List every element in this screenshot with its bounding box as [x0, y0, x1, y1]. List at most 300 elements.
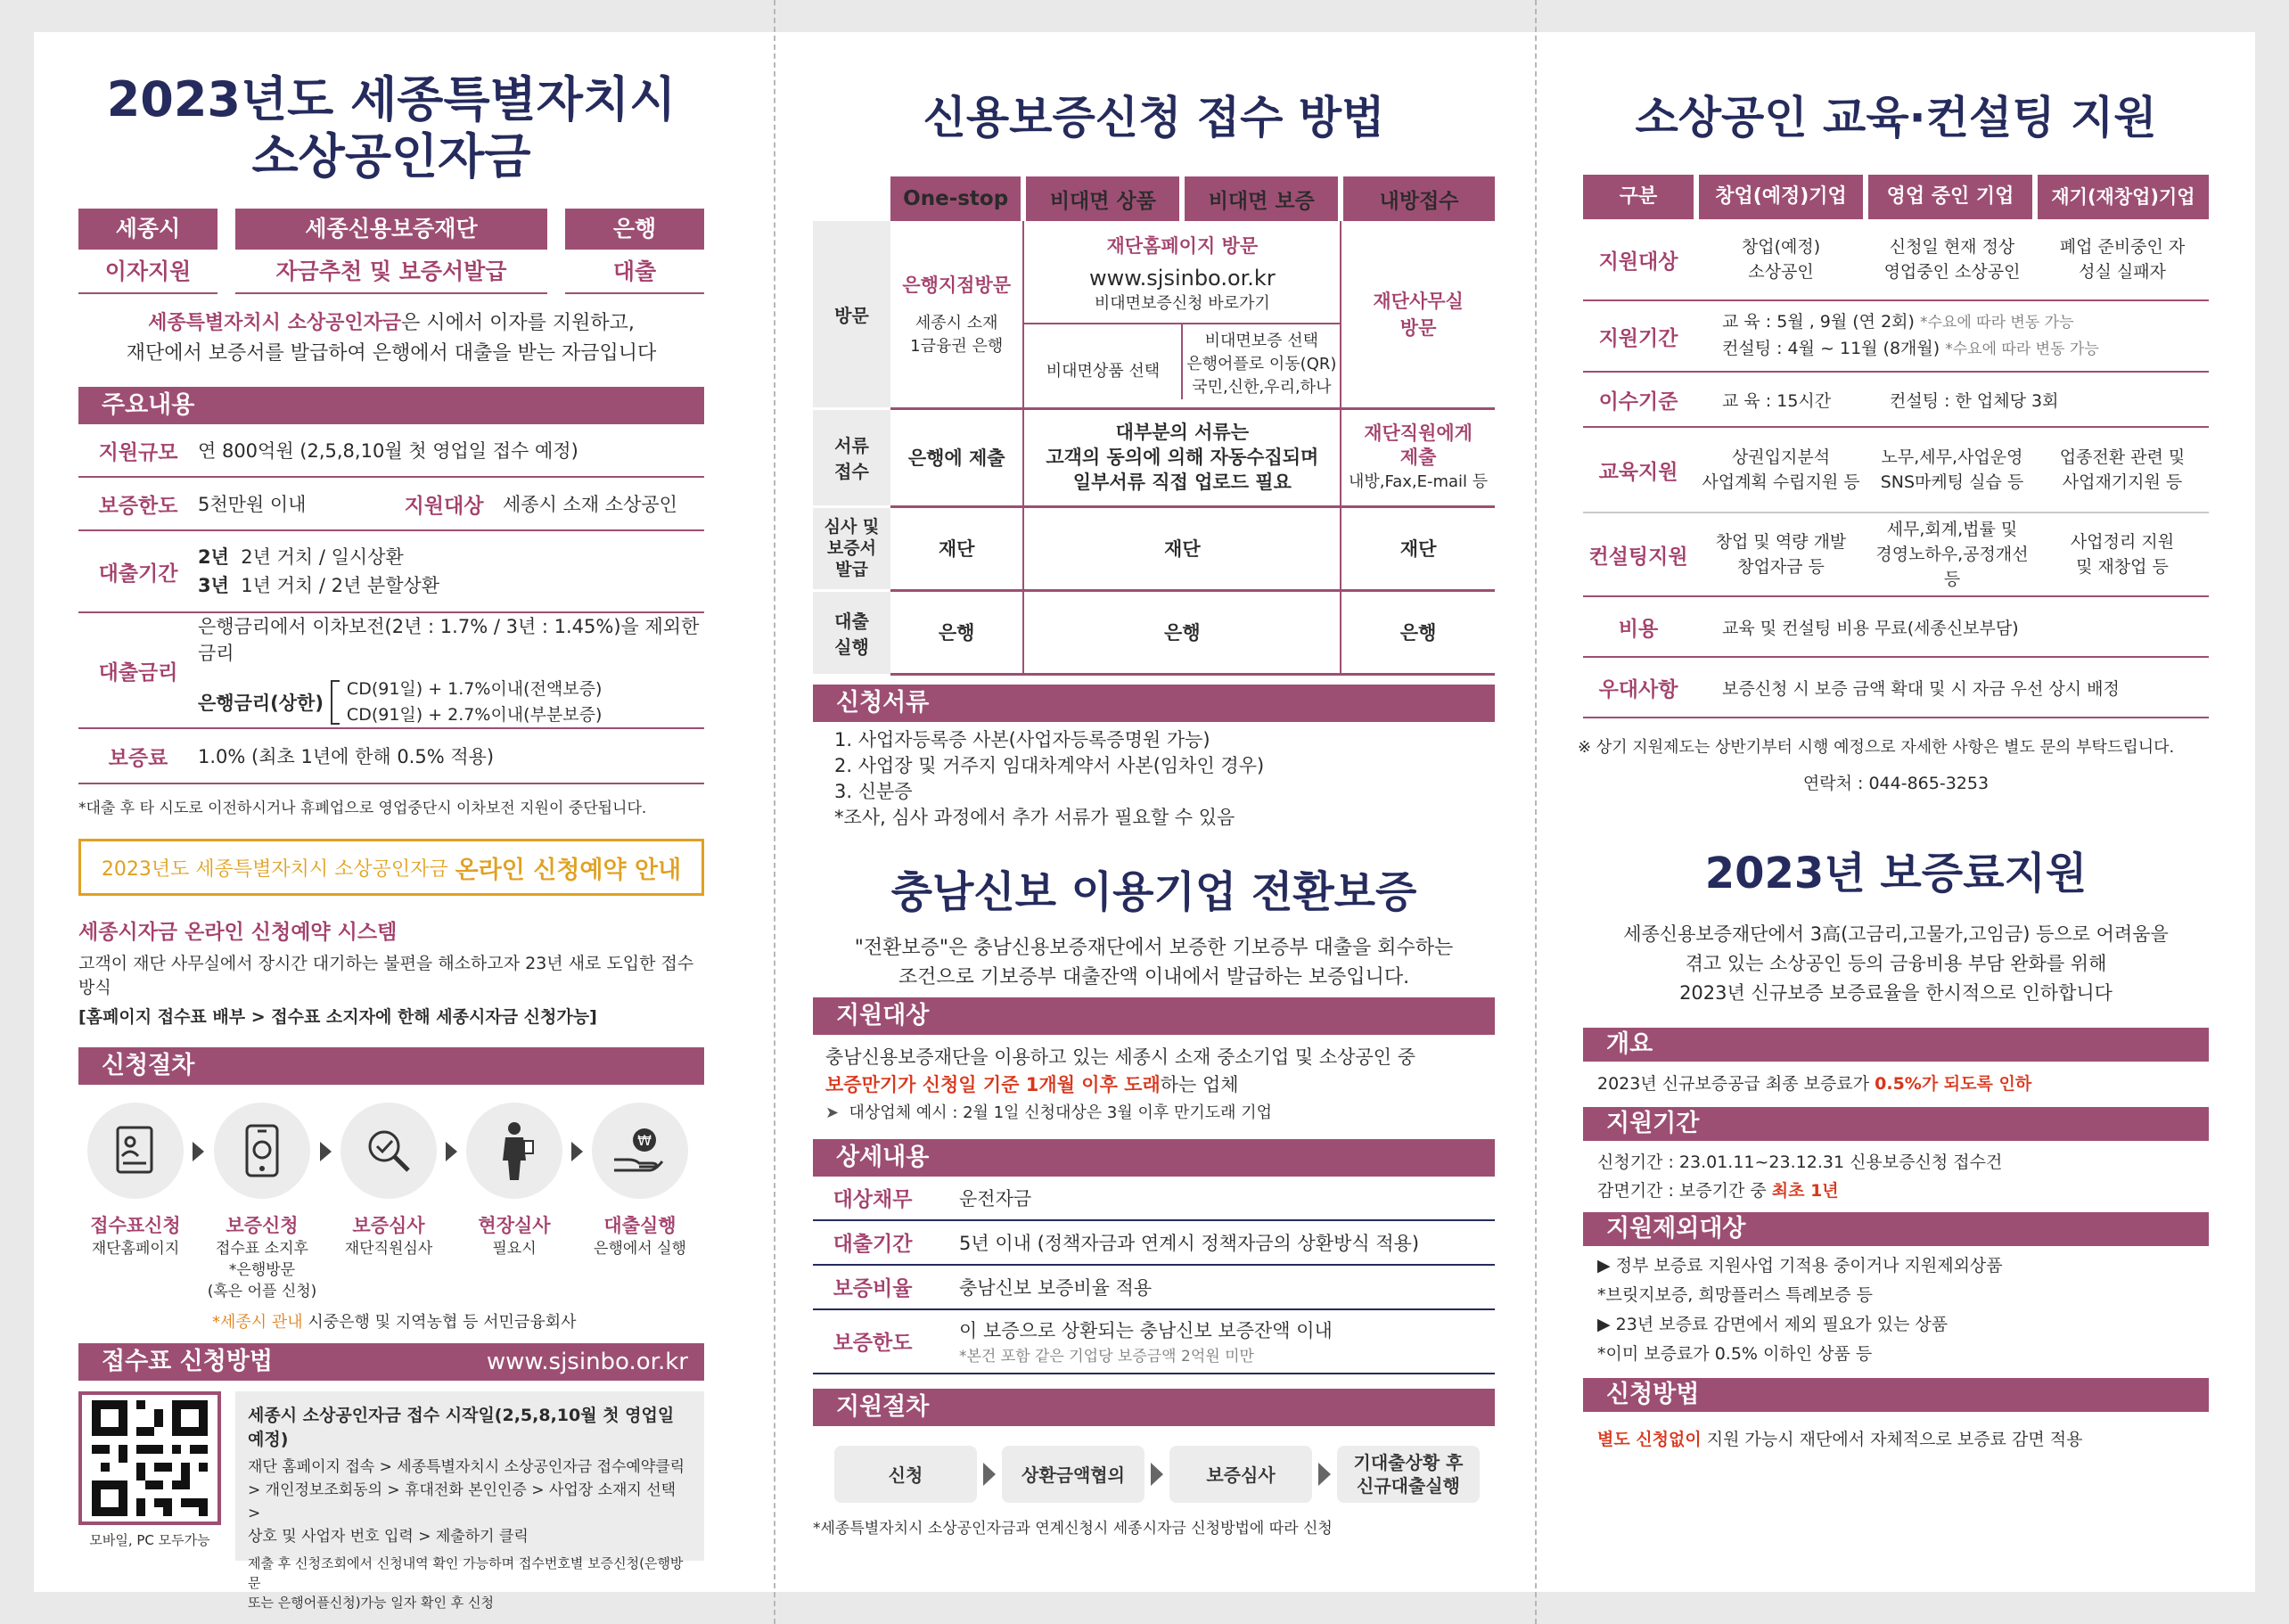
proc-step: 상환금액협의	[1002, 1446, 1144, 1503]
intro-text	[78, 308, 704, 369]
receipt-method-table	[813, 176, 1495, 676]
period-highlight: 최초 1년	[1771, 1181, 1839, 1201]
online-title: 온라인 신청예약 안내	[455, 856, 682, 884]
middle-panel	[813, 32, 1495, 1592]
target-line	[825, 1071, 1495, 1099]
list-item: *조사, 심사 과정에서 추가 서류가 필요할 수 있음	[834, 806, 1235, 828]
role-bank	[565, 209, 704, 294]
cell-line: 사업정리 지원	[2070, 532, 2175, 552]
split-cell	[1024, 323, 1340, 399]
cell-line: 및 재창업 등	[2076, 557, 2169, 577]
qr-code[interactable]	[78, 1391, 221, 1525]
fold-line	[1535, 0, 1537, 1624]
arrow-right-icon	[1151, 1463, 1163, 1486]
cell-line: 고객의 동의에 의해 자동수집되며	[1046, 447, 1319, 468]
cell-line	[1722, 309, 2099, 336]
cell-text: 세종시 소재	[915, 314, 998, 333]
period-line: 신청기간 : 23.01.11~23.12.31 신용보증신청 접수건	[1597, 1152, 2003, 1172]
column-header: 영업 중인 기업	[1868, 175, 2032, 219]
row-limit	[78, 478, 704, 531]
row-label: 보증비율	[833, 1277, 913, 1300]
step-sub: 은행에서 실행	[594, 1240, 686, 1258]
row-label: 보증한도	[833, 1332, 913, 1355]
overview-text	[1583, 1070, 2209, 1095]
step-title: 현장실사	[478, 1215, 551, 1236]
fee-desc	[1583, 920, 2209, 1008]
cell-text: 교육 및 컨설팅 비용 무료(세종신보부담)	[1722, 618, 2019, 638]
table-cell	[1341, 221, 1495, 408]
section-header-proc	[813, 1389, 1495, 1426]
method-text	[1583, 1426, 2209, 1450]
ticket-steps	[248, 1456, 692, 1548]
cell-group	[1868, 234, 2036, 284]
row-label-line: 서류	[834, 435, 869, 456]
row-label-line: 보증서	[826, 538, 876, 558]
proc-note: *세종특별자치시 소상공인자금과 연계신청시 세종시자금 신청방법에 따라 신청	[813, 1519, 1333, 1538]
cell-line: 경영노하우,공정개선 등	[1875, 545, 2029, 589]
cell-line	[1722, 336, 2099, 363]
step-title: 보증신청	[226, 1215, 299, 1236]
cell-text: 컨설팅 : 한 업체당 3회	[1890, 390, 2059, 411]
step-item	[457, 1103, 571, 1259]
section-header-main	[78, 387, 704, 424]
period-edu: 교 육 : 5월 , 9월 (연 2회)	[1722, 312, 1915, 332]
ticket-note-line: 제출 후 신청조회에서 신청내역 확인 가능하며 접수번호별 보증신청(은행방문	[248, 1555, 684, 1591]
edu-row	[1583, 513, 2209, 597]
ticket-title: 세종시 소상공인자금 접수 시작일(2,5,8,10월 첫 영업일 예정)	[248, 1406, 675, 1449]
magnify-check-icon	[340, 1103, 437, 1199]
section-title: 상세내용	[836, 1143, 930, 1171]
cell-line: 노무,세무,사업운영	[1881, 447, 2023, 467]
row-value: 5천만원 이내	[198, 494, 307, 515]
row-label-line: 실행	[834, 636, 869, 658]
system-rule: [홈페이지 접수표 배부 > 접수표 소지자에 한해 세종시자금 신청가능]	[78, 1007, 597, 1027]
ticket-step: 재단 홈페이지 접속 > 세종특별자치시 소상공인자금 접수예약클릭	[248, 1458, 685, 1476]
edu-row	[1583, 301, 2209, 373]
cell-group	[1694, 309, 2099, 363]
desc-line: 겪고 있는 소상공인 등의 금융비용 부담 완화를 위해	[1685, 953, 2107, 974]
method-rest: 지원 가능시 재단에서 자체적으로 보증료 감면 적용	[1701, 1430, 2083, 1449]
method-highlight: 별도 신청없이	[1597, 1430, 1702, 1449]
banks-note	[78, 1309, 704, 1333]
period-line	[1597, 1177, 2209, 1205]
left-panel	[78, 32, 704, 1611]
role-strip	[78, 209, 704, 294]
row-value: 연 800억원 (2,5,8,10월 첫 영업일 접수 예정)	[198, 440, 578, 462]
list-item: ▶ 23년 보증료 감면에서 제외 필요가 있는 상품	[1597, 1315, 1949, 1334]
rate-line: 은행금리에서 이차보전(2년 : 1.7% / 3년 : 1.45%)을 제외한 금리	[198, 616, 700, 664]
fold-line	[774, 0, 775, 1624]
section-header-overview	[1583, 1028, 2209, 1062]
cell-line: 상권입지분석	[1731, 447, 1831, 467]
cell-line: 세무,회계,법률 및	[1886, 520, 2018, 539]
target-highlight: 보증만기가 신청일 기준 1개월 이후 도래	[825, 1073, 1161, 1095]
column-header: 내방접수	[1341, 176, 1495, 221]
ticket-method	[78, 1391, 704, 1611]
cell-group	[1694, 529, 1868, 579]
row-value: 운전자금	[959, 1187, 1032, 1210]
step-sub: *은행방문	[228, 1261, 296, 1279]
period-con: 컨설팅 : 4월 ~ 11월 (8개월)	[1722, 339, 1940, 358]
cell-text: 보증신청 시 보증 금액 확대 및 시 자금 우선 상시 배정	[1722, 678, 2120, 699]
row-label: 대출금리	[98, 660, 178, 685]
bracket	[331, 680, 340, 725]
row-label: 지원대상	[404, 494, 484, 518]
rate-cap-line: CD(91일) + 2.7%이내(부분보증)	[346, 705, 603, 725]
ticket-note-line: 또는 은행어플신청)가능 일자 확인 후 신청	[248, 1595, 495, 1611]
desc-line: 조건으로 기보증부 대출잔액 이내에서 발급하는 보증입니다.	[898, 965, 1410, 988]
section-header-ticket	[78, 1343, 704, 1381]
list-item: *브릿지보증, 희망플러스 특례보증 등	[1597, 1285, 1873, 1305]
desc-line: 2023년 신규보증 보증료율을 한시적으로 인하합니다	[1679, 982, 2113, 1004]
cell-title: 재단사무실	[1373, 291, 1464, 313]
column-header: One-stop	[890, 176, 1024, 221]
rate-cap	[198, 677, 704, 728]
edu-row	[1583, 219, 2209, 301]
table-row	[813, 408, 1495, 506]
period-term: 3년	[198, 575, 229, 596]
row-label	[813, 506, 890, 590]
ticket-info	[235, 1391, 704, 1611]
role-org: 세종시	[78, 209, 217, 250]
row-label: 교육지원	[1598, 460, 1678, 484]
document-person-icon	[87, 1103, 184, 1199]
cell-line: 영업중인 소상공인	[1883, 262, 2021, 282]
chevron-right-icon	[193, 1142, 204, 1161]
section-title: 접수표 신청방법	[102, 1348, 273, 1375]
period-text	[1583, 1148, 2209, 1205]
row-value-group	[959, 1316, 1333, 1366]
edu-row	[1583, 428, 2209, 513]
detail-row	[813, 1266, 1495, 1310]
intro-line: 재단에서 보증서를 발급하여 은행에서 대출을 받는 자금입니다	[126, 342, 657, 365]
step-item	[78, 1103, 193, 1259]
cell-text: 교 육 : 15시간	[1722, 390, 1832, 411]
section-title: 지원기간	[1606, 1110, 1700, 1137]
cell-group	[1694, 445, 1868, 495]
arrow-right-icon	[983, 1463, 996, 1486]
title-line: 2023년도 세종특별자치시	[106, 71, 677, 127]
system-desc: 고객이 재단 사무실에서 장시간 대기하는 불편을 해소하고자 23년 새로 도입한 접수방식	[78, 954, 694, 997]
table-cell: 재단	[1341, 506, 1495, 590]
row-label-line: 심사 및	[824, 517, 880, 537]
desc-line: 세종신용보증재단에서 3高(고금리,고물가,고임금) 등으로 어려움을	[1623, 923, 2169, 945]
section-header-exclusion	[1583, 1212, 2209, 1246]
section-title: 신청방법	[1606, 1381, 1700, 1408]
role-org: 세종신용보증재단	[235, 209, 547, 250]
period-line	[198, 571, 439, 600]
row-value: 세종시 소재 소상공인	[503, 494, 677, 515]
table-cell	[1023, 408, 1341, 506]
left-title	[78, 71, 704, 185]
cell-group	[1868, 445, 2036, 495]
row-note: *본건 포함 같은 기업당 보증금액 2억원 미만	[959, 1348, 1254, 1366]
row-label: 우대사항	[1598, 677, 1678, 701]
row-value: 1.0% (최초 1년에 한해 0.5% 적용)	[198, 746, 495, 767]
notice-text: ※ 상기 지원제도는 상반기부터 시행 예정으로 자세한 사항은 별도 문의 부탁드립니다.	[1578, 738, 2175, 757]
online-prefix: 2023년도 세종특별자치시 소상공인자금	[101, 857, 448, 881]
role-foundation	[235, 209, 547, 294]
edu-row	[1583, 658, 2209, 718]
section-header-method	[1583, 1378, 2209, 1412]
step-sub: 필요시	[492, 1240, 537, 1258]
section-header-period	[1583, 1107, 2209, 1141]
row-value: 충남신보 보증비율 적용	[959, 1276, 1153, 1299]
section-header-target	[813, 997, 1495, 1035]
chevron-right-icon	[320, 1142, 332, 1161]
cell-title: 제출	[1399, 446, 1437, 468]
row-label: 대출기간	[833, 1233, 913, 1256]
step-sub: 재단홈페이지	[91, 1240, 180, 1258]
row-rate	[78, 613, 704, 729]
qr-caption: 모바일, PC 모두가능	[89, 1532, 210, 1548]
section-header-procedure	[78, 1047, 704, 1085]
proc-step: 신청	[834, 1446, 977, 1503]
cell-line: 폐업 준비중인 자	[2059, 237, 2186, 257]
mobile-phone-icon	[214, 1103, 310, 1199]
row-label: 비용	[1618, 617, 1659, 641]
banks-note-rest: 시중은행 및 지역농협 등 서민금융회사	[302, 1313, 577, 1332]
cell-text: 국민,신한,우리,하나	[1192, 378, 1332, 397]
edu-row	[1583, 373, 2209, 428]
step-sub: 재단직원심사	[344, 1240, 433, 1258]
table-cell: 은행	[1023, 590, 1341, 674]
role-city	[78, 209, 217, 294]
table-cell	[1341, 408, 1495, 506]
row-label: 대상채무	[833, 1188, 913, 1211]
table-row	[813, 590, 1495, 674]
proc-step: 보증심사	[1169, 1446, 1312, 1503]
step-item	[332, 1103, 446, 1259]
step-sub: 접수표 소지후	[216, 1240, 308, 1258]
row-label-line: 발급	[835, 560, 868, 579]
period-values	[198, 543, 439, 600]
period-desc: 1년 거치 / 2년 분할상환	[241, 575, 440, 596]
cell-line: 업종전환 관련 및	[2059, 447, 2186, 467]
table-cell	[890, 221, 1024, 408]
row-label: 보증한도	[98, 494, 178, 518]
row-label: 지원대상	[1598, 250, 1678, 274]
row-period	[78, 531, 704, 613]
row-label: 대출기간	[98, 562, 178, 586]
table-cell	[1023, 221, 1341, 408]
cell-group	[1694, 234, 1868, 284]
rate-cap-label: 은행금리(상한)	[198, 693, 324, 714]
row-label: 보증료	[108, 746, 168, 770]
ticket-note	[248, 1554, 692, 1612]
section-header-docs	[813, 685, 1495, 722]
row-label: 방문	[813, 221, 890, 408]
overview-highlight: 0.5%가 되도록 인하	[1875, 1074, 2032, 1094]
cell-text: 비대면보증신청 바로가기	[1094, 294, 1270, 313]
arrow-right-icon	[1318, 1463, 1331, 1486]
step-item	[583, 1103, 697, 1259]
role-desc: 대출	[565, 250, 704, 294]
target-example	[825, 1099, 1495, 1127]
intro-highlight: 세종특별자치시 소상공인자금	[148, 312, 402, 334]
intro-line	[78, 308, 704, 339]
cell-line: 일부서류 직접 업로드 필요	[1072, 472, 1292, 493]
row-scale	[78, 424, 704, 478]
period-desc: 2년 거치 / 일시상환	[241, 546, 404, 568]
contact-text: 연락처 : 044-865-3253	[1802, 774, 1990, 793]
section-title: 지원대상	[836, 1001, 930, 1029]
intro-rest: 은 시에서 이자를 지원하고,	[401, 312, 635, 334]
column-header: 재기(재창업)기업	[2038, 175, 2209, 219]
cell-group	[2036, 445, 2209, 495]
step-title: 대출실행	[603, 1215, 677, 1236]
cell-line: SNS마케팅 실습 등	[1880, 472, 2024, 492]
education-table-header	[1583, 175, 2209, 219]
svg-text:₩: ₩	[637, 1132, 652, 1149]
list-item: *이미 보증료가 0.5% 이하인 상품 등	[1597, 1344, 1873, 1364]
row-value: 이 보증으로 상환되는 충남신보 보증잔액 이내	[959, 1320, 1333, 1341]
target-line: 충남신용보증재단을 이용하고 있는 세종시 소재 중소기업 및 소상공인 중	[825, 1046, 1415, 1068]
fee-note: *대출 후 타 시도로 이전하시거나 휴폐업으로 영업중단시 이차보전 지원이 중단됩니다.	[78, 800, 647, 817]
edu-row	[1583, 597, 2209, 658]
cell-line: 성실 실패자	[2079, 262, 2166, 282]
system-title: 세종시자금 온라인 신청예약 시스템	[78, 921, 398, 944]
column-header: 비대면 상품	[1023, 176, 1182, 221]
list-item: 2. 사업장 및 거주지 임대차계약서 사본(임차인 경우)	[834, 754, 1265, 776]
detail-row	[813, 1221, 1495, 1266]
cell-line: 신청일 현재 정상	[1889, 237, 2015, 257]
procedure-steps	[78, 1103, 704, 1302]
cell-line: 창업 및 역량 개발	[1715, 532, 1847, 552]
title-line: 소상공인자금	[251, 128, 531, 185]
cell-line: 사업재기지원 등	[2062, 472, 2183, 492]
section-title: 주요내용	[102, 391, 195, 419]
foundation-url[interactable]: www.sjsinbo.or.kr	[1088, 266, 1276, 291]
hand-coin-icon	[592, 1103, 688, 1199]
cell-text: 비대면상품 선택	[1046, 362, 1161, 381]
period-note: *수요에 따라 변동 가능	[1919, 314, 2074, 332]
section-title: 지원제외대상	[1606, 1215, 1746, 1243]
row-label: 지원규모	[98, 440, 178, 464]
conversion-title: 충남신보 이용기업 전환보증	[890, 866, 1417, 917]
table-cell: 은행	[1341, 590, 1495, 674]
cell-text-group	[1181, 324, 1340, 399]
corner-cell	[813, 176, 890, 221]
cell-text: 내방,Fax,E-mail 등	[1349, 472, 1489, 491]
row-label: 지원기간	[1598, 326, 1678, 350]
cell-title: 재단직원에게	[1364, 422, 1473, 444]
section-title: 신청절차	[102, 1052, 195, 1079]
row-fee	[78, 729, 704, 784]
ticket-step: > 개인정보조회동의 > 휴대전화 본인인증 > 사업장 소재지 선택 >	[248, 1481, 677, 1522]
qr-block	[78, 1391, 221, 1561]
cell-line: 소상공인	[1748, 262, 1814, 282]
role-org: 은행	[565, 209, 704, 250]
inspector-person-icon	[466, 1103, 562, 1199]
role-desc: 자금추천 및 보증서발급	[235, 250, 547, 294]
cell-text: 1금융권 은행	[910, 337, 1004, 357]
proc-step: 기대출상황 후 신규대출실행	[1337, 1446, 1480, 1503]
table-row	[813, 506, 1495, 590]
cell-title: 방문	[1399, 317, 1437, 340]
middle-title: 신용보증신청 접수 방법	[923, 92, 1385, 144]
example-text: 대상업체 예시 : 2월 1일 신청대상은 3월 이후 만기도래 기업	[849, 1103, 1272, 1122]
column-header: 비대면 보증	[1182, 176, 1341, 221]
cell-line: 창업자금 등	[1737, 557, 1825, 577]
step-sub: (혹은 어플 신청)	[207, 1283, 317, 1300]
column-header: 창업(예정)기업	[1699, 175, 1863, 219]
detail-row	[813, 1310, 1495, 1374]
period-note: *수요에 따라 변동 가능	[1945, 340, 2099, 358]
period-term: 2년	[198, 546, 229, 568]
table-header-row	[813, 176, 1495, 221]
step-item	[204, 1103, 320, 1302]
fee-support-title: 2023년 보증료지원	[1704, 849, 2088, 898]
arrow-icon: ➤	[825, 1103, 840, 1122]
online-notice-box	[78, 839, 704, 896]
cell-text: 비대면보증 선택	[1204, 332, 1319, 350]
table-cell: 은행에 제출	[890, 408, 1024, 506]
cell-group	[2036, 529, 2209, 579]
cell-line: 사업계획 수립지원 등	[1702, 472, 1860, 492]
table-row	[813, 221, 1495, 408]
list-item: 1. 사업자등록증 사본(사업자등록증명원 가능)	[834, 728, 1210, 750]
ticket-step: 상호 및 사업자 번호 입력 > 제출하기 클릭	[248, 1528, 529, 1546]
ticket-url[interactable]: www.sjsinbo.or.kr	[486, 1349, 688, 1375]
table-cell: 재단	[1023, 506, 1341, 590]
section-header-detail	[813, 1139, 1495, 1177]
row-label-line: 대출	[834, 610, 869, 632]
row-label-line: 접수	[834, 461, 869, 482]
right-panel	[1578, 32, 2209, 1592]
role-desc: 이자지원	[78, 250, 217, 294]
proc-flow	[813, 1446, 1495, 1503]
detail-row	[813, 1177, 1495, 1221]
exclusion-list	[1583, 1251, 2209, 1369]
right-title: 소상공인 교육·컨설팅 지원	[1635, 92, 2157, 144]
rate-cap-line: CD(91일) + 1.7%이내(전액보증)	[346, 679, 603, 699]
rate-cap-values	[347, 677, 602, 728]
period-reduce: 감면기간 : 보증기간 중	[1597, 1181, 1772, 1201]
cell-line: 대부분의 서류는	[1115, 422, 1249, 443]
column-header: 구분	[1583, 175, 1694, 219]
list-item: ▶ 정부 보증료 지원사업 기적용 중이거나 지원제외상품	[1597, 1256, 2003, 1275]
step-title: 보증심사	[352, 1215, 425, 1236]
desc-line: "전환보증"은 충남신용보증재단에서 보증한 기보증부 대출을 회수하는	[854, 936, 1454, 959]
cell-group	[2036, 234, 2209, 284]
chevron-right-icon	[446, 1142, 457, 1161]
banks-note-red: *세종시 관내	[212, 1313, 303, 1332]
conversion-desc	[813, 933, 1495, 992]
row-label	[813, 590, 890, 674]
section-title: 개요	[1606, 1030, 1653, 1058]
rate-values	[198, 612, 704, 728]
cell-title: 은행지점방문	[902, 275, 1012, 297]
target-text	[813, 1044, 1495, 1127]
overview-main: 2023년 신규보증공급 최종 보증료가	[1597, 1074, 1875, 1094]
cell-group	[1868, 517, 2036, 592]
cell-text: 은행어플로 이동(QR)	[1186, 355, 1337, 373]
row-label	[813, 408, 890, 506]
section-title: 지원절차	[836, 1392, 930, 1421]
chevron-right-icon	[571, 1142, 583, 1161]
step-title: 접수표신청	[90, 1215, 181, 1236]
cell-title: 재단홈페이지 방문	[1106, 235, 1259, 257]
cell-line: 창업(예정)	[1741, 237, 1821, 257]
row-label: 이수기준	[1598, 390, 1678, 414]
table-cell: 재단	[890, 506, 1024, 590]
docs-list	[813, 727, 1495, 831]
row-label: 컨설팅지원	[1588, 545, 1688, 569]
section-title: 신청서류	[836, 688, 930, 717]
period-line	[198, 543, 439, 571]
table-cell: 은행	[890, 590, 1024, 674]
